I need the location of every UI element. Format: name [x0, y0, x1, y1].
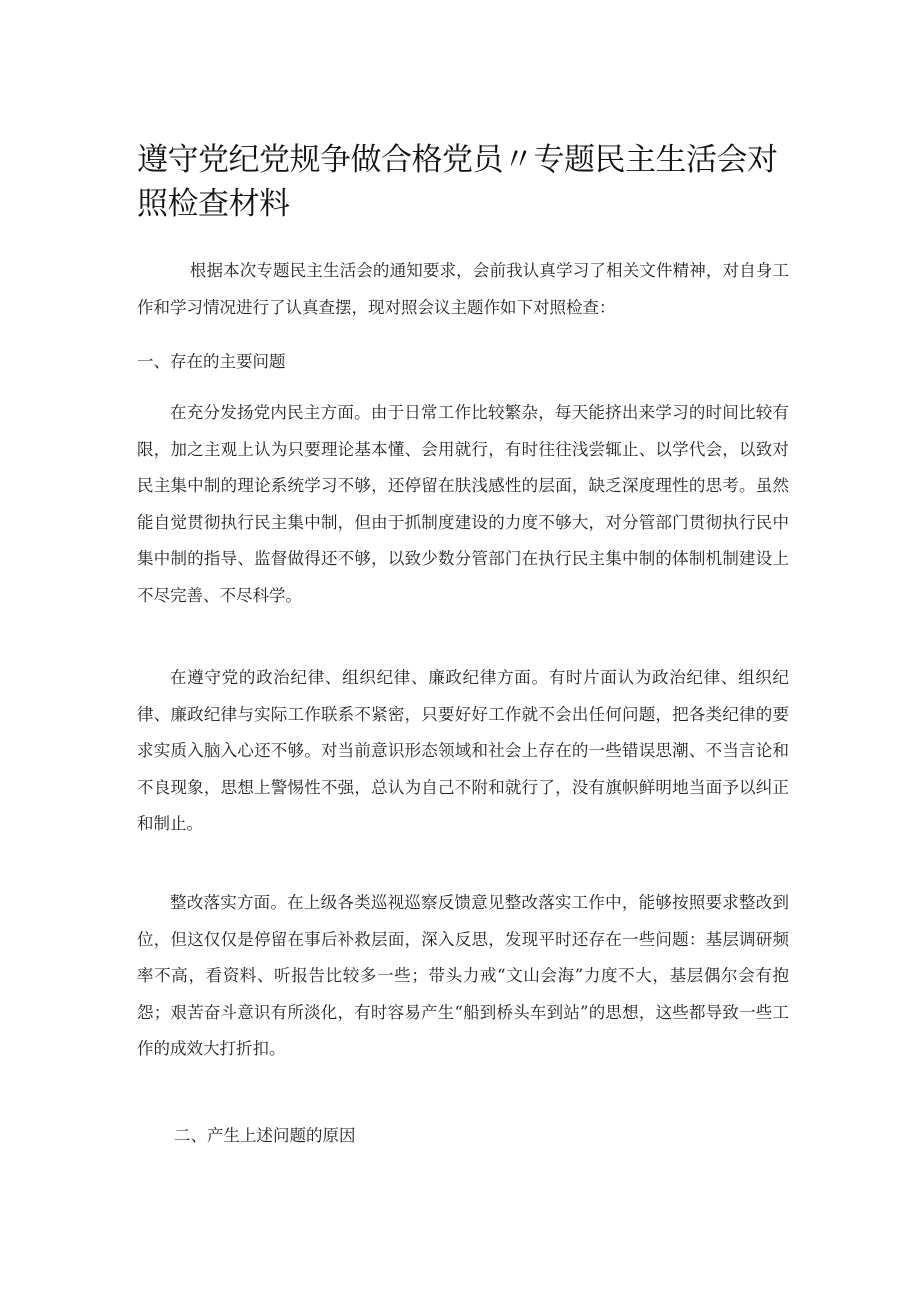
paragraph-democracy: 在充分发扬党内民主方面。由于日常工作比较繁杂，每天能挤出来学习的时间比较有限，加之主观上认为只要理论基本懂、会用就行，有时往往浅尝辄止、以学代会，以致对民主集中制的理论系统学习不够，还停留在肤浅感性的层面，缺乏深度理性的思考。虽然能自觉贯彻执行民主集中制，但由于抓制度建设的力度不够大，对分管部门贯彻执行民中集中制的指导、监督做得还不够，以致少数分管部门在执行民主集中制的体制机制建设上不尽完善、不尽科学。: [137, 403, 789, 605]
paragraph-discipline: 在遵守党的政治纪律、组织纪律、廉政纪律方面。有时片面认为政治纪律、组织纪律、廉政纪律与实际工作联系不紧密，只要好好工作就不会出任何问题，把各类纪律的要求实质入脑入心还不够。对当前意识形态领域和社会上存在的一些错误思潮、不当言论和不良现象，思想上警惕性不强，总认为自己不附和就行了，没有旗帜鲜明地当面予以纠正和制止。: [137, 668, 789, 833]
paragraph-rectification: 整改落实方面。在上级各类巡视巡察反馈意见整改落实工作中，能够按照要求整改到位，但这仅仅是停留在事后补救层面，深入反思，发现平时还存在一些问题：基层调研频率不高，看资料、听报告比较多一些；带头力戒“文山会海”力度不大，基层偶尔会有抱怨；艰苦奋斗意识有所淡化，有时容易产生“船到桥头车到站”的思想，这些都导致一些工作的成效大打折扣。: [137, 893, 789, 1058]
section-heading-causes: 二、产生上述问题的原因: [174, 1126, 356, 1145]
section-heading-problems: 一、存在的主要问题: [137, 352, 286, 371]
intro-paragraph: 根据本次专题民主生活会的通知要求，会前我认真学习了相关文件精神，对自身工作和学习情况进行了认真查摆，现对照会议主题作如下对照检查：: [137, 261, 789, 317]
document-title: 遵守党纪党规争做合格党员〃专题民主生活会对照检查材料: [137, 142, 778, 222]
